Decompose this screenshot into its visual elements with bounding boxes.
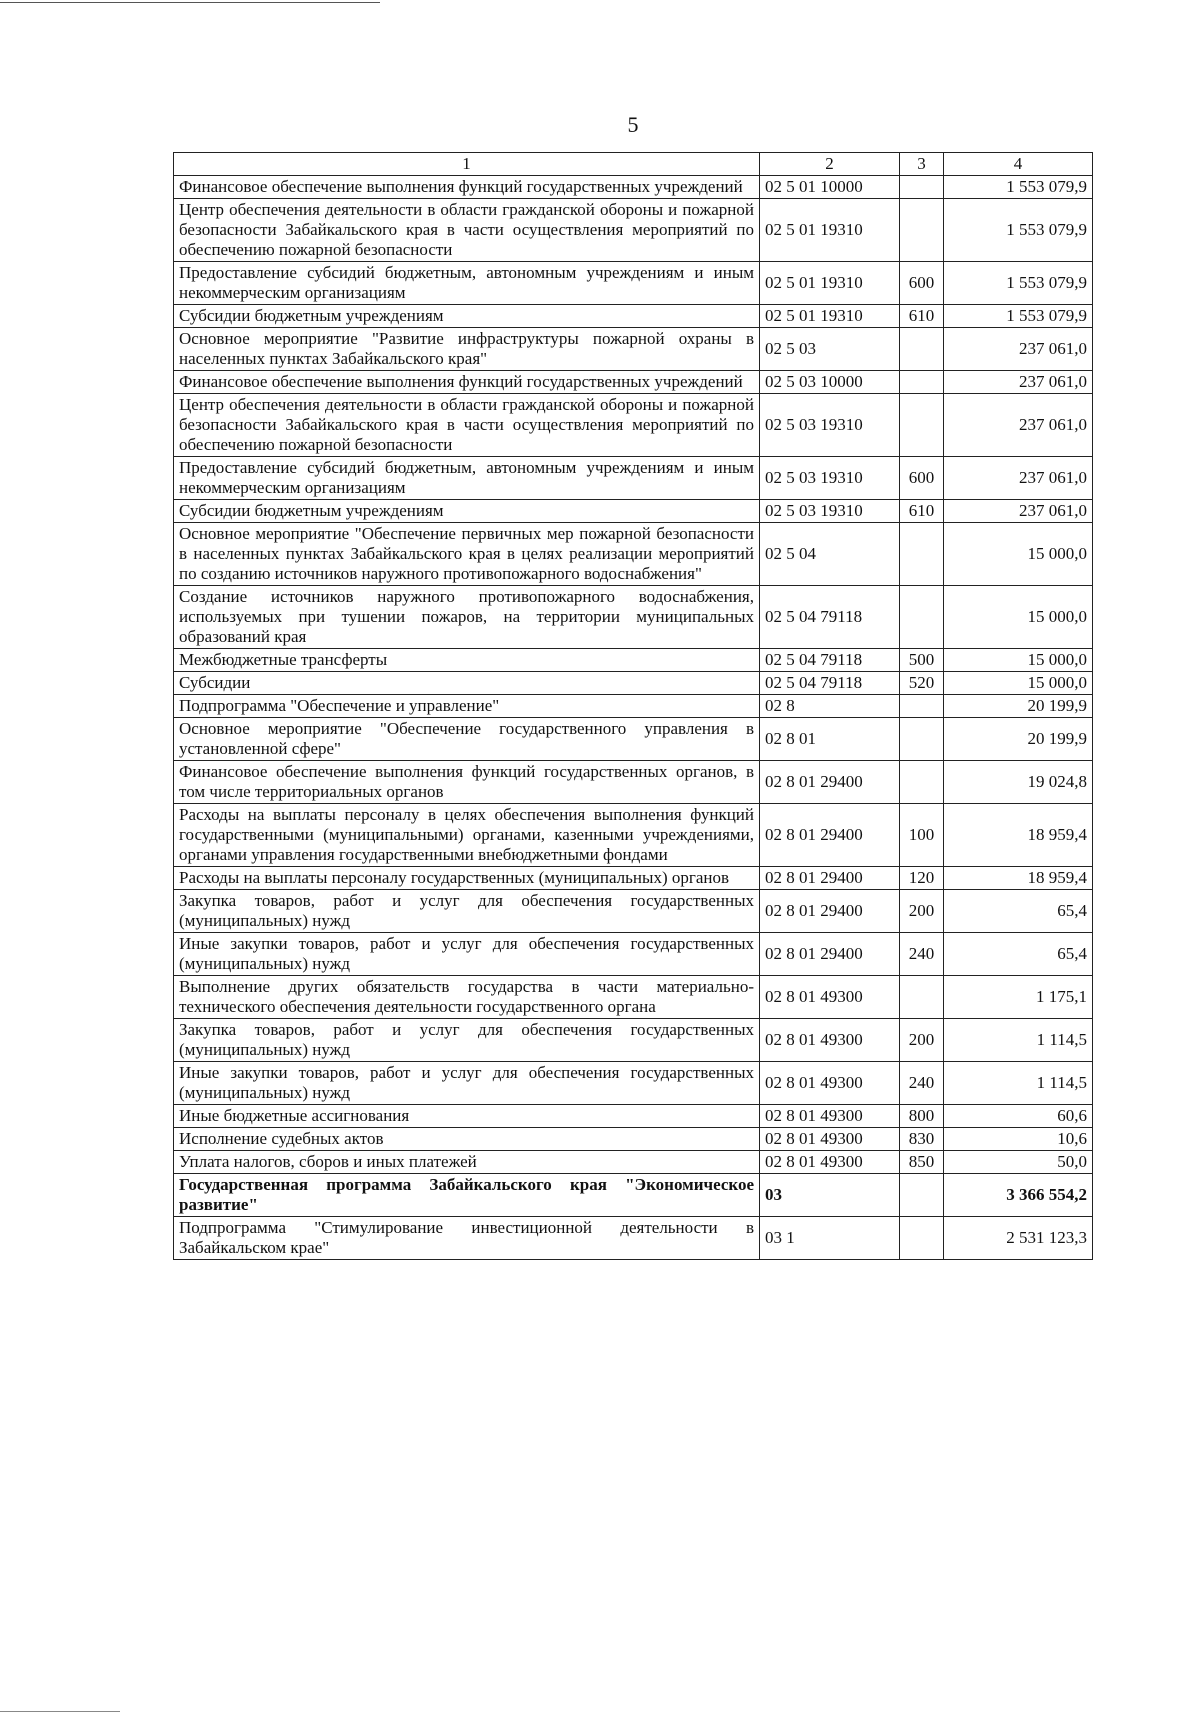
- row-classification-code: 02 5 01 19310: [760, 305, 900, 328]
- row-expense-type: 610: [900, 305, 944, 328]
- table-header-row: [174, 153, 1093, 176]
- row-classification-code: 02 8: [760, 695, 900, 718]
- row-classification-code: 02 5 03 19310: [760, 394, 900, 457]
- row-classification-code: 02 8 01 49300: [760, 976, 900, 1019]
- table-row: [174, 1062, 1093, 1105]
- row-expense-type: 600: [900, 262, 944, 305]
- table-row: [174, 199, 1093, 262]
- row-amount: 20 199,9: [944, 695, 1093, 718]
- budget-table: [173, 152, 1093, 1260]
- table-row: [174, 649, 1093, 672]
- row-amount: 1 553 079,9: [944, 262, 1093, 305]
- row-expense-type: 500: [900, 649, 944, 672]
- row-classification-code: 02 5 04 79118: [760, 672, 900, 695]
- table-row: [174, 890, 1093, 933]
- row-expense-type: 830: [900, 1128, 944, 1151]
- scan-edge-line-top: [0, 2, 380, 3]
- row-amount: 65,4: [944, 890, 1093, 933]
- table-row: [174, 328, 1093, 371]
- row-description: Иные бюджетные ассигнования: [174, 1105, 760, 1128]
- row-expense-type: [900, 199, 944, 262]
- row-expense-type: 100: [900, 804, 944, 867]
- row-amount: 237 061,0: [944, 394, 1093, 457]
- table-row: [174, 394, 1093, 457]
- row-expense-type: 240: [900, 933, 944, 976]
- row-amount: 10,6: [944, 1128, 1093, 1151]
- table-row: [174, 804, 1093, 867]
- row-amount: 15 000,0: [944, 672, 1093, 695]
- table-row: [174, 305, 1093, 328]
- row-amount: 237 061,0: [944, 328, 1093, 371]
- row-description: Предоставление субсидий бюджетным, автономным учреждениям и иным некоммерческим организациям: [174, 262, 760, 305]
- table-row: [174, 1105, 1093, 1128]
- table-row: [174, 586, 1093, 649]
- row-amount: 3 366 554,2: [944, 1174, 1093, 1217]
- row-expense-type: [900, 1217, 944, 1260]
- row-description: Подпрограмма "Стимулирование инвестиционной деятельности в Забайкальском крае": [174, 1217, 760, 1260]
- row-expense-type: [900, 761, 944, 804]
- table-row: [174, 457, 1093, 500]
- row-amount: 50,0: [944, 1151, 1093, 1174]
- row-description: Основное мероприятие "Развитие инфраструктуры пожарной охраны в населенных пунктах Забайкальского края": [174, 328, 760, 371]
- row-amount: 15 000,0: [944, 649, 1093, 672]
- row-description: Межбюджетные трансферты: [174, 649, 760, 672]
- row-classification-code: 02 5 04 79118: [760, 649, 900, 672]
- row-classification-code: 02 5 03 19310: [760, 500, 900, 523]
- budget-table-container: [173, 152, 1092, 1260]
- row-amount: 19 024,8: [944, 761, 1093, 804]
- scan-edge-line-bottom: [0, 1711, 120, 1712]
- row-classification-code: 02 8 01 49300: [760, 1105, 900, 1128]
- table-row: [174, 718, 1093, 761]
- row-amount: 20 199,9: [944, 718, 1093, 761]
- row-description: Финансовое обеспечение выполнения функций государственных органов, в том числе территориальных органов: [174, 761, 760, 804]
- row-classification-code: 02 8 01 49300: [760, 1019, 900, 1062]
- row-classification-code: 02 8 01: [760, 718, 900, 761]
- table-row: [174, 761, 1093, 804]
- row-amount: 1 114,5: [944, 1019, 1093, 1062]
- table-row: [174, 500, 1093, 523]
- row-description: Расходы на выплаты персоналу государственных (муниципальных) органов: [174, 867, 760, 890]
- table-row: [174, 523, 1093, 586]
- table-row: [174, 976, 1093, 1019]
- row-classification-code: 02 8 01 49300: [760, 1062, 900, 1105]
- row-expense-type: [900, 328, 944, 371]
- row-description: Субсидии бюджетным учреждениям: [174, 500, 760, 523]
- row-description: Финансовое обеспечение выполнения функций государственных учреждений: [174, 176, 760, 199]
- row-description: Иные закупки товаров, работ и услуг для обеспечения государственных (муниципальных) нужд: [174, 1062, 760, 1105]
- table-row: [174, 695, 1093, 718]
- row-amount: 1 553 079,9: [944, 199, 1093, 262]
- row-amount: 1 553 079,9: [944, 176, 1093, 199]
- row-description: Закупка товаров, работ и услуг для обеспечения государственных (муниципальных) нужд: [174, 1019, 760, 1062]
- row-classification-code: 02 5 01 19310: [760, 262, 900, 305]
- row-expense-type: 610: [900, 500, 944, 523]
- row-description: Центр обеспечения деятельности в области гражданской обороны и пожарной безопасности Забайкальского края в части осуществления мероприятий по обеспечению пожарной безопасности: [174, 199, 760, 262]
- row-description: Создание источников наружного противопожарного водоснабжения, используемых при тушении пожаров, на территории муниципальных образований края: [174, 586, 760, 649]
- row-amount: 1 553 079,9: [944, 305, 1093, 328]
- row-classification-code: 02 5 01 19310: [760, 199, 900, 262]
- row-classification-code: 02 8 01 29400: [760, 804, 900, 867]
- row-amount: 18 959,4: [944, 867, 1093, 890]
- row-classification-code: 02 5 03 19310: [760, 457, 900, 500]
- table-body: [174, 176, 1093, 1260]
- row-description: Финансовое обеспечение выполнения функций государственных учреждений: [174, 371, 760, 394]
- row-expense-type: 800: [900, 1105, 944, 1128]
- header-col-2: 2: [760, 153, 900, 176]
- row-amount: 237 061,0: [944, 457, 1093, 500]
- header-col-3: 3: [900, 153, 944, 176]
- row-classification-code: 02 8 01 29400: [760, 933, 900, 976]
- table-row: [174, 262, 1093, 305]
- header-col-4: 4: [944, 153, 1093, 176]
- table-row: [174, 1217, 1093, 1260]
- row-amount: 1 175,1: [944, 976, 1093, 1019]
- row-classification-code: 02 5 03 10000: [760, 371, 900, 394]
- row-classification-code: 02 5 04 79118: [760, 586, 900, 649]
- row-expense-type: 120: [900, 867, 944, 890]
- table-row: [174, 176, 1093, 199]
- row-amount: 2 531 123,3: [944, 1217, 1093, 1260]
- row-amount: 237 061,0: [944, 371, 1093, 394]
- row-expense-type: [900, 976, 944, 1019]
- table-row: [174, 867, 1093, 890]
- row-description: Выполнение других обязательств государства в части материально-технического обеспечения деятельности государственного органа: [174, 976, 760, 1019]
- row-classification-code: 02 8 01 29400: [760, 867, 900, 890]
- row-expense-type: [900, 586, 944, 649]
- table-row: [174, 1019, 1093, 1062]
- row-amount: 15 000,0: [944, 586, 1093, 649]
- row-classification-code: 02 8 01 49300: [760, 1128, 900, 1151]
- header-col-1: 1: [174, 153, 760, 176]
- row-classification-code: 03 1: [760, 1217, 900, 1260]
- row-expense-type: [900, 394, 944, 457]
- row-expense-type: 600: [900, 457, 944, 500]
- row-amount: 60,6: [944, 1105, 1093, 1128]
- row-expense-type: [900, 1174, 944, 1217]
- row-classification-code: 02 5 04: [760, 523, 900, 586]
- row-description: Подпрограмма "Обеспечение и управление": [174, 695, 760, 718]
- row-classification-code: 03: [760, 1174, 900, 1217]
- row-expense-type: 200: [900, 890, 944, 933]
- row-expense-type: [900, 523, 944, 586]
- row-description: Исполнение судебных актов: [174, 1128, 760, 1151]
- row-expense-type: [900, 695, 944, 718]
- row-classification-code: 02 5 01 10000: [760, 176, 900, 199]
- row-description: Расходы на выплаты персоналу в целях обеспечения выполнения функций государственными (муниципальными) органами, казенными учреждениями, органами управления государственными внебюджетными фондами: [174, 804, 760, 867]
- table-row: [174, 371, 1093, 394]
- row-amount: 237 061,0: [944, 500, 1093, 523]
- row-amount: 15 000,0: [944, 523, 1093, 586]
- row-expense-type: 200: [900, 1019, 944, 1062]
- row-description: Предоставление субсидий бюджетным, автономным учреждениям и иным некоммерческим организациям: [174, 457, 760, 500]
- page-number: 5: [627, 112, 639, 137]
- row-description: Основное мероприятие "Обеспечение государственного управления в установленной сфере": [174, 718, 760, 761]
- row-description: Иные закупки товаров, работ и услуг для обеспечения государственных (муниципальных) нужд: [174, 933, 760, 976]
- row-description: Основное мероприятие "Обеспечение первичных мер пожарной безопасности в населенных пунктах Забайкальского края в целях реализации мероприятий по созданию источников наружного противопожарного водоснабжения": [174, 523, 760, 586]
- row-expense-type: 850: [900, 1151, 944, 1174]
- row-description: Государственная программа Забайкальского края "Экономическое развитие": [174, 1174, 760, 1217]
- row-amount: 18 959,4: [944, 804, 1093, 867]
- row-expense-type: [900, 718, 944, 761]
- row-description: Закупка товаров, работ и услуг для обеспечения государственных (муниципальных) нужд: [174, 890, 760, 933]
- row-description: Центр обеспечения деятельности в области гражданской обороны и пожарной безопасности Забайкальского края в части осуществления мероприятий по обеспечению пожарной безопасности: [174, 394, 760, 457]
- row-expense-type: [900, 371, 944, 394]
- table-row: [174, 1174, 1093, 1217]
- row-expense-type: 520: [900, 672, 944, 695]
- row-expense-type: 240: [900, 1062, 944, 1105]
- row-description: Уплата налогов, сборов и иных платежей: [174, 1151, 760, 1174]
- row-description: Субсидии: [174, 672, 760, 695]
- table-row: [174, 1151, 1093, 1174]
- row-amount: 65,4: [944, 933, 1093, 976]
- row-description: Субсидии бюджетным учреждениям: [174, 305, 760, 328]
- table-row: [174, 672, 1093, 695]
- row-classification-code: 02 5 03: [760, 328, 900, 371]
- row-classification-code: 02 8 01 29400: [760, 890, 900, 933]
- table-row: [174, 933, 1093, 976]
- row-classification-code: 02 8 01 29400: [760, 761, 900, 804]
- row-amount: 1 114,5: [944, 1062, 1093, 1105]
- table-row: [174, 1128, 1093, 1151]
- row-classification-code: 02 8 01 49300: [760, 1151, 900, 1174]
- row-expense-type: [900, 176, 944, 199]
